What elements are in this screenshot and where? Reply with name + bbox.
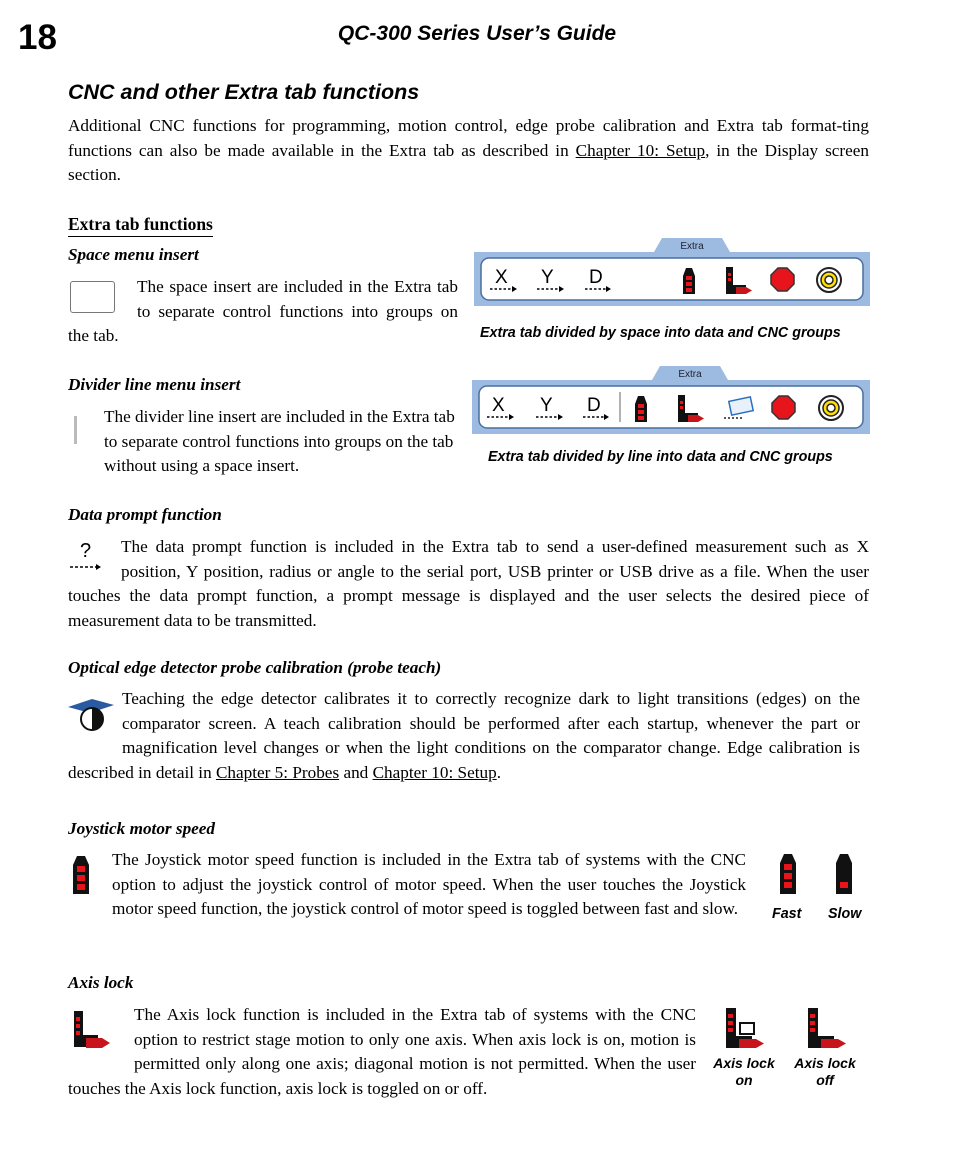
intro-paragraph: Additional CNC functions for programming, motion control, edge probe calibration and Extra tab format-ting functions can also be made available in the Extra tab as described in Chapter 10: Setup, in the Display screen section.: [68, 116, 869, 184]
stop-icon[interactable]: [771, 268, 794, 291]
axis-lock-paragraph: The Axis lock function is included in the Extra tab of systems with the CNC option to restrict stage motion to only one axis. When axis lock is on, motion is permitted only along one axis; diagonal motion is not permitted. When the user touches the Axis lock function, axis lock is toggled on or off.: [68, 1005, 696, 1098]
axis-lock-on-label: Axis lock on: [713, 1055, 775, 1088]
probe-teach-heading: Optical edge detector probe calibration (probe teach): [68, 658, 442, 677]
space-insert-paragraph: The space insert are included in the Extra tab to separate control functions into groups on the tab.: [68, 277, 458, 345]
chapter-10-link[interactable]: Chapter 10: Setup: [372, 762, 497, 782]
divider-insert-heading: Divider line menu insert: [68, 375, 241, 394]
space-insert-icon: [70, 281, 115, 313]
joystick-speed-icon[interactable]: [683, 268, 695, 294]
axis-lock-state-icons: [722, 1006, 854, 1052]
joystick-heading: Joystick motor speed: [68, 819, 216, 838]
chapter-5-link[interactable]: Chapter 5: Probes: [215, 762, 340, 782]
divider-insert-paragraph: The divider line insert are included in the Extra tab to separate control functions into groups on the tab without using a space insert.: [104, 407, 455, 475]
target-icon[interactable]: [819, 396, 843, 420]
divider-line-icon: [74, 416, 77, 444]
joystick-slow-icon: [836, 854, 852, 894]
y-axis-letter: Y: [540, 395, 553, 416]
axis-lock-off-label: Axis lock off: [794, 1055, 856, 1088]
data-prompt-heading: Data prompt function: [68, 505, 222, 524]
fast-label: Fast: [772, 906, 802, 922]
probe-teach-paragraph: Teaching the edge detector calibrates it to correctly recognize dark to light transitions (edges) on the comparator screen. A teach calibration should be performed after each startup, whenever the part or magnification level changes or when the light conditions on the comparator change. Edge calibration is described in detail in Chapter 5: Probes and Chapter 10: Setup.: [68, 689, 860, 782]
chapter-10-link[interactable]: Chapter 10: Setup: [575, 140, 706, 160]
x-axis-letter: X: [492, 395, 505, 416]
axis-lock-icon-small: [68, 1007, 130, 1057]
joystick-fast-icon-small: [68, 852, 112, 898]
toolbar-panel: [479, 386, 863, 428]
slow-label: Slow: [828, 906, 862, 922]
extra-tab-label: Extra: [680, 241, 704, 252]
space-insert-heading: Space menu insert: [68, 245, 199, 264]
running-header: QC-300 Series User’s Guide: [337, 22, 617, 45]
data-prompt-icon: [68, 535, 112, 575]
data-prompt-glyph: ?: [80, 540, 92, 562]
x-axis-letter: X: [495, 267, 508, 288]
axis-lock-off-icon: [808, 1008, 846, 1048]
extra-tab-toolbar-space: [474, 236, 870, 308]
joystick-speed-icon[interactable]: [635, 396, 647, 422]
joystick-fast-icon: [780, 854, 796, 894]
graduation-cap-icon: [68, 689, 116, 755]
joystick-speed-icons: [776, 852, 864, 898]
axis-lock-on-icon: [726, 1008, 764, 1048]
extra-tab-label: Extra: [678, 369, 702, 380]
section-title: CNC and other Extra tab functions: [68, 80, 420, 104]
data-prompt-paragraph: ? The data prompt function is included in the Extra tab to send a user-defined measurement such as X position, Y position, radius or angle to the serial port, USB printer or USB drive as a file. When the user touches the data prompt function, a prompt message is displayed and the user selects the desired piece of measurement data to be transmitted.: [68, 537, 869, 630]
toolbar-panel: [481, 258, 863, 300]
axis-lock-heading: Axis lock: [68, 973, 134, 992]
d-letter: D: [587, 395, 601, 416]
page-number: 18: [18, 18, 57, 57]
extra-tab-heading: Extra tab functions: [68, 214, 213, 237]
stop-icon[interactable]: [772, 396, 795, 419]
space-caption: Extra tab divided by space into data and CNC groups: [480, 325, 841, 341]
y-axis-letter: Y: [541, 267, 554, 288]
joystick-paragraph: The Joystick motor speed function is included in the Extra tab of systems with the CNC option to adjust the joystick control of motor speed. When the user touches the Joystick motor speed function, the joystick control of motor speed is toggled between fast and slow.: [68, 848, 746, 922]
target-icon[interactable]: [817, 268, 841, 292]
divider-caption: Extra tab divided by line into data and CNC groups: [488, 449, 833, 465]
extra-tab-toolbar-divider: [472, 364, 870, 436]
d-letter: D: [589, 267, 603, 288]
